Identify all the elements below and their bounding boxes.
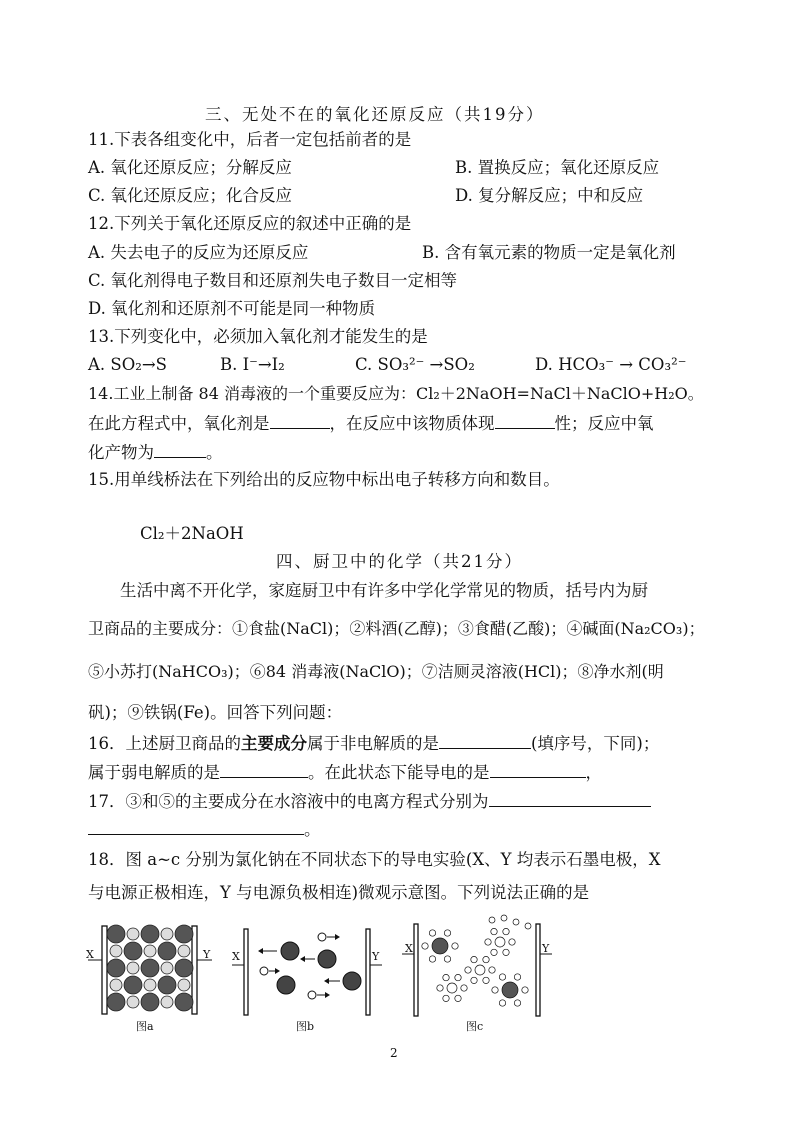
answer-blank-ionization-2[interactable] <box>88 818 304 835</box>
chloride-ion <box>141 959 159 977</box>
sodium-ion <box>178 979 190 991</box>
question-12-option-b: B. 含有氧元素的物质一定是氧化剂 <box>422 243 676 262</box>
answer-blank-nonelectrolyte[interactable] <box>439 732 531 749</box>
chloride-ion <box>502 982 518 998</box>
question-11-option-d: D. 复分解反应；中和反应 <box>455 186 644 205</box>
question-11-option-a: A. 氧化还原反应；分解反应 <box>88 158 292 177</box>
question-13-option-c: C. SO₃²⁻ →SO₂ <box>355 355 475 374</box>
question-17-line-2: 。 <box>88 818 321 841</box>
sodium-ion <box>475 965 485 975</box>
chloride-ion <box>124 942 142 960</box>
question-13-stem: 13.下列变化中，必须加入氧化剂才能发生的是 <box>88 327 428 346</box>
figure-a-caption: 图a <box>136 1020 154 1033</box>
figure-c-caption: 图c <box>466 1020 484 1033</box>
water-molecule <box>514 1000 520 1006</box>
question-17-line-1: 17．③和⑤的主要成分在水溶液中的电离方程式分别为 <box>88 790 651 813</box>
water-molecule <box>514 974 520 980</box>
question-16-line-2: 属于弱电解质的是 。在此状态下能导电的是 ， <box>88 763 602 782</box>
water-molecule <box>483 977 489 983</box>
chloride-ion <box>158 976 176 994</box>
chloride-ion <box>141 925 159 943</box>
sodium-ion <box>308 991 316 999</box>
water-molecule <box>437 985 443 991</box>
question-12-stem: 12.下列关于氧化还原反应的叙述中正确的是 <box>88 214 412 233</box>
water-molecule <box>465 967 471 973</box>
water-molecule <box>492 987 498 993</box>
water-molecule <box>452 943 458 949</box>
sodium-ion <box>144 979 156 991</box>
water-molecule <box>501 915 507 921</box>
section-4-heading: 四、厨卫中的化学（共21分） <box>276 552 523 571</box>
question-13-option-b: B. I⁻→I₂ <box>220 355 285 374</box>
figure-a-solid-lattice <box>88 920 218 1020</box>
chloride-ion <box>175 925 193 943</box>
figure-b-y-label: Y <box>372 950 380 963</box>
water-molecule <box>461 985 467 991</box>
sodium-ion <box>127 928 139 940</box>
water-molecule <box>489 967 495 973</box>
water-molecule <box>525 923 531 929</box>
figure-a-x-label: X <box>86 948 94 961</box>
water-molecule <box>499 974 505 980</box>
chloride-ion <box>281 942 299 960</box>
sodium-ion <box>127 996 139 1008</box>
water-molecule <box>444 956 450 962</box>
intro-line-2: 卫商品的主要成分：①食盐(NaCl)；②料酒(乙醇)；③食醋(乙酸)；④碱面(Na₂CO₃)； <box>88 619 705 638</box>
page-number: 2 <box>390 1046 398 1060</box>
question-15-stem: 15.用单线桥法在下列给出的反应物中标出电子转移方向和数目。 <box>88 470 560 489</box>
question-16-line-1: 16．上述厨卫商品的主要成分属于非电解质的是 (填序号，下同)； <box>88 734 660 753</box>
section-3-heading: 三、无处不在的氧化还原反应（共19分） <box>205 105 545 124</box>
water-molecule <box>503 928 509 934</box>
question-12-option-d: D. 氧化剂和还原剂不可能是同一种物质 <box>88 299 376 318</box>
answer-blank-property[interactable] <box>495 412 555 429</box>
water-molecule <box>471 956 477 962</box>
water-molecule <box>422 943 428 949</box>
water-molecule <box>429 956 435 962</box>
question-14-line-3: 化产物为 。 <box>88 443 223 462</box>
question-14-line-2: 在此方程式中，氧化剂是 ，在反应中该物质体现 性；反应中氧 <box>88 414 654 433</box>
water-molecule <box>489 917 495 923</box>
sodium-ion <box>161 996 173 1008</box>
chloride-ion <box>175 993 193 1011</box>
question-12-option-c: C. 氧化剂得电子数目和还原剂失电子数目一定相等 <box>88 271 458 290</box>
water-molecule <box>491 928 497 934</box>
chloride-ion <box>318 950 336 968</box>
question-13-option-d: D. HCO₃⁻ → CO₃²⁻ <box>535 355 687 374</box>
question-15-formula: Cl₂＋2NaOH <box>140 524 244 543</box>
sodium-ion <box>144 945 156 957</box>
water-molecule <box>491 949 497 955</box>
figure-b-x-label: X <box>232 950 240 963</box>
intro-line-1: 生活中离不开化学，家庭厨卫中有许多中学化学常见的物质，括号内为厨 <box>120 581 648 600</box>
water-molecule <box>444 930 450 936</box>
water-molecule <box>471 977 477 983</box>
water-molecule <box>499 1000 505 1006</box>
sodium-ion <box>110 945 122 957</box>
figure-b-molten-ions <box>232 925 382 1020</box>
chloride-ion <box>107 993 125 1011</box>
question-13-option-a: A. SO₂→S <box>88 355 167 374</box>
question-18-line-1: 18．图 a~c 分别为氯化钠在不同状态下的导电实验(X、Y 均表示石墨电极，X <box>88 850 661 869</box>
chloride-ion <box>141 993 159 1011</box>
sodium-ion <box>161 928 173 940</box>
chloride-ion <box>107 959 125 977</box>
water-molecule <box>513 919 519 925</box>
answer-blank-ionization-1[interactable] <box>489 790 651 807</box>
chloride-ion <box>343 972 361 990</box>
answer-blank-conductive[interactable] <box>490 761 586 778</box>
answer-blank-oxidation-product[interactable] <box>154 441 206 458</box>
sodium-ion <box>318 933 326 941</box>
water-molecule <box>429 930 435 936</box>
figure-c-y-label: Y <box>542 942 550 955</box>
sodium-ion <box>495 937 505 947</box>
intro-line-4: 矾)；⑨铁锅(Fe)。回答下列问题： <box>88 703 343 722</box>
water-molecule <box>443 974 449 980</box>
question-18-line-2: 与电源正极相连，Y 与电源负极相连)微观示意图。下列说法正确的是 <box>88 883 590 902</box>
intro-line-3: ⑤小苏打(NaHCO₃)；⑥84 消毒液(NaClO)；⑦洁厕灵溶液(HCl)；⑧净水剂(明 <box>88 662 664 681</box>
water-molecule <box>485 939 491 945</box>
sodium-ion <box>178 945 190 957</box>
sodium-ion <box>127 962 139 974</box>
chloride-ion <box>107 925 125 943</box>
water-molecule <box>443 995 449 1001</box>
chloride-ion <box>277 976 295 994</box>
sodium-ion <box>110 979 122 991</box>
water-molecule <box>483 956 489 962</box>
question-11-stem: 11.下表各组变化中，后者一定包括前者的是 <box>88 130 412 149</box>
chloride-ion <box>175 959 193 977</box>
chloride-ion <box>158 942 176 960</box>
water-molecule <box>509 939 515 945</box>
water-molecule <box>455 974 461 980</box>
figure-c-hydrated-ions <box>400 912 560 1022</box>
water-molecule <box>455 995 461 1001</box>
question-14-line-1: 14.工业上制备 84 消毒液的一个重要反应为：Cl₂＋2NaOH=NaCl＋NaClO+H₂O。 <box>88 384 704 403</box>
sodium-ion <box>161 962 173 974</box>
water-molecule <box>522 987 528 993</box>
answer-blank-oxidant[interactable] <box>270 412 330 429</box>
chloride-ion <box>432 938 448 954</box>
sodium-ion <box>447 983 457 993</box>
figure-a-y-label: Y <box>203 948 211 961</box>
water-molecule <box>503 949 509 955</box>
question-12-option-a: A. 失去电子的反应为还原反应 <box>88 243 309 262</box>
chloride-ion <box>124 976 142 994</box>
question-11-option-c: C. 氧化还原反应；化合反应 <box>88 186 293 205</box>
figure-b-caption: 图b <box>296 1020 315 1033</box>
sodium-ion <box>260 967 268 975</box>
answer-blank-weak-electrolyte[interactable] <box>220 761 308 778</box>
question-11-option-b: B. 置换反应；氧化还原反应 <box>455 158 660 177</box>
figure-c-x-label: X <box>405 942 413 955</box>
